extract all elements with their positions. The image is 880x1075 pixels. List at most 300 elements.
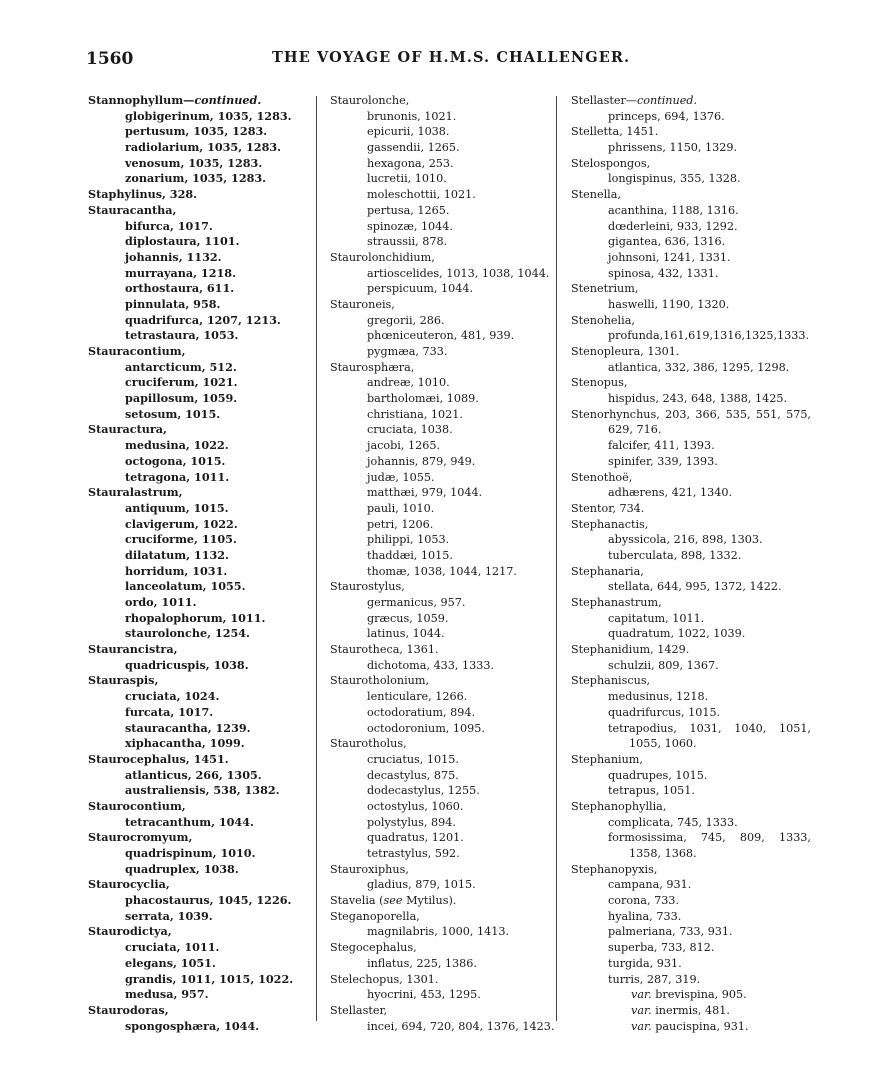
index-species-entry (571, 219, 811, 235)
index-species-entry (330, 830, 560, 846)
index-species-entry (330, 281, 560, 297)
entry-text: 629, 716. (608, 423, 662, 437)
index-species-entry (88, 375, 300, 391)
index-species-entry (330, 658, 560, 674)
index-species-entry (571, 422, 811, 438)
index-species-entry (88, 909, 300, 925)
entry-text: Staurodoras, (88, 1002, 169, 1017)
index-species-entry (330, 501, 560, 517)
entry-text: tuberculata, 898, 1332. (608, 548, 742, 562)
index-genus-entry (330, 360, 560, 376)
entry-text: cruciforme, 1105. (125, 532, 237, 547)
entry-text: tetrastaura, 1053. (125, 328, 239, 343)
index-species-entry (571, 109, 811, 125)
index-genus-entry (88, 203, 300, 219)
index-genus-entry (330, 1003, 560, 1019)
index-species-entry (88, 156, 300, 172)
entry-text: Staurolonchidium, (330, 250, 435, 264)
entry-text: medusinus, 1218. (608, 690, 709, 704)
entry-text: Stenetrium, (571, 282, 639, 296)
index-species-entry (330, 313, 560, 329)
index-species-entry (330, 234, 560, 250)
entry-text: capitatum, 1011. (608, 611, 705, 625)
entry-text: spongosphæra, 1044. (125, 1018, 260, 1033)
entry-text: pygmæa, 733. (367, 345, 448, 358)
entry-text: radiolarium, 1035, 1283. (125, 140, 282, 155)
index-species-entry (88, 595, 300, 611)
index-genus-entry (88, 344, 300, 360)
index-species-entry (330, 548, 560, 564)
entry-text: gassendii, 1265. (367, 141, 460, 155)
index-species-entry (330, 987, 560, 1003)
entry-text: Stenopleura, 1301. (571, 345, 680, 358)
entry-text: australiensis, 538, 1382. (125, 783, 280, 798)
index-species-entry (330, 783, 560, 799)
entry-text: quadratus, 1201. (367, 831, 464, 845)
entry-text: judæ, 1055. (367, 470, 435, 484)
entry-text: zonarium, 1035, 1283. (125, 171, 267, 186)
index-species-entry (571, 956, 811, 972)
entry-text: lucretii, 1010. (367, 172, 447, 186)
index-species-entry (88, 281, 300, 297)
entry-text: Stephanaria, (571, 564, 644, 578)
index-genus-entry (330, 250, 560, 266)
index-species-entry (330, 187, 560, 203)
index-species-entry (571, 548, 811, 564)
entry-text: jacobi, 1265. (367, 439, 441, 453)
index-species-entry (330, 517, 560, 533)
index-species-entry (330, 407, 560, 423)
index-species-entry (330, 1019, 560, 1035)
entry-text: quadrifurcus, 1015. (608, 705, 721, 719)
entry-text: quadrifurca, 1207, 1213. (125, 312, 281, 327)
entry-text: Stauroneis, (330, 297, 395, 311)
entry-text: Stenella, (571, 188, 621, 202)
entry-text: perspicuum, 1044. (367, 282, 474, 296)
index-species-entry (88, 705, 300, 721)
index-genus-entry (330, 642, 560, 658)
index-species-entry (88, 250, 300, 266)
index-genus-entry (571, 642, 811, 658)
entry-text: Staurotholonium, (330, 674, 430, 688)
index-species-entry (330, 768, 560, 784)
entry-text: antiquum, 1015. (125, 500, 229, 515)
index-species-entry (571, 391, 811, 407)
index-genus-entry (571, 156, 811, 172)
index-species-entry (571, 140, 811, 156)
index-species-entry (571, 972, 811, 988)
entry-text: pertusum, 1035, 1283. (125, 124, 268, 139)
entry-text: orthostaura, 611. (125, 281, 235, 296)
entry-text: Staurancistra, (88, 642, 178, 657)
entry-text: cruciata, 1024. (125, 689, 220, 704)
index-species-entry (88, 658, 300, 674)
entry-text: rhopalophorum, 1011. (125, 610, 266, 625)
index-species-entry (88, 987, 300, 1003)
entry-text: 1358, 1368. (629, 847, 697, 860)
index-column-2 (330, 93, 560, 1034)
index-genus-entry (88, 673, 300, 689)
entry-text: dilatatum, 1132. (125, 547, 229, 562)
entry-text: Stephanium, (571, 752, 643, 766)
entry-text: globigerinum, 1035, 1283. (125, 108, 292, 123)
entry-text: straussii, 878. (367, 235, 448, 249)
index-species-entry (571, 328, 811, 344)
index-species-entry (330, 203, 560, 219)
index-species-entry (330, 564, 560, 580)
entry-italic-text: var. (631, 988, 652, 1002)
index-species-entry (330, 877, 560, 893)
entry-text: medusina, 1022. (125, 438, 229, 453)
index-species-entry (330, 266, 560, 282)
index-genus-entry (571, 470, 811, 486)
entry-text: johnsoni, 1241, 1331. (608, 250, 731, 264)
index-species-entry (88, 532, 300, 548)
entry-text: formosissima, 745, 809, 1333, (608, 831, 811, 845)
entry-text: Stauraspis, (88, 673, 159, 688)
entry-text: hispidus, 243, 648, 1388, 1425. (608, 392, 788, 406)
entry-text: petri, 1206. (367, 517, 434, 531)
entry-text: Stephanastrum, (571, 596, 662, 609)
entry-text: moleschottii, 1021. (367, 188, 476, 202)
entry-text: lanceolatum, 1055. (125, 579, 246, 594)
index-species-entry (571, 924, 811, 940)
entry-text: latinus, 1044. (367, 627, 445, 641)
index-species-entry (88, 391, 300, 407)
entry-text: venosum, 1035, 1283. (125, 155, 263, 170)
entry-text: corona, 733. (608, 894, 679, 908)
entry-text: Staurocyclia, (88, 877, 170, 892)
index-genus-entry (571, 344, 811, 360)
entry-text: incei, 694, 720, 804, 1376, 1423. (367, 1019, 555, 1033)
index-species-entry (330, 956, 560, 972)
entry-text: brunonis, 1021. (367, 109, 457, 123)
entry-text: Stelechopus, 1301. (330, 972, 439, 986)
index-species-entry (571, 297, 811, 313)
entry-text: Stenothoë, (571, 470, 633, 484)
index-species-entry (330, 705, 560, 721)
entry-text: cruciata, 1038. (367, 423, 453, 437)
index-species-entry (330, 595, 560, 611)
entry-text: Stauralastrum, (88, 485, 183, 500)
entry-text: andreæ, 1010. (367, 376, 450, 390)
entry-text: Stenorhynchus, 203, 366, 535, 551, 575, (571, 407, 811, 421)
entry-text: gigantea, 636, 1316. (608, 235, 726, 249)
entry-text: pinnulata, 958. (125, 296, 221, 311)
entry-text: ordo, 1011. (125, 595, 197, 609)
index-genus-entry (88, 422, 300, 438)
index-species-entry (571, 705, 811, 721)
entry-text: tetrapodius, 1031, 1040, 1051, (608, 721, 811, 735)
entry-text: gregorii, 286. (367, 313, 445, 327)
index-species-entry (330, 815, 560, 831)
entry-text: stauracantha, 1239. (125, 720, 251, 735)
entry-text: Stelletta, 1451. (571, 125, 659, 139)
index-species-entry (88, 313, 300, 329)
index-species-entry (571, 250, 811, 266)
entry-text: abyssicola, 216, 898, 1303. (608, 533, 763, 547)
index-species-entry (330, 485, 560, 501)
index-species-entry (571, 611, 811, 627)
entry-text: inflatus, 225, 1386. (367, 956, 477, 970)
entry-text: complicata, 745, 1333. (608, 815, 738, 829)
entry-text: Stavelia ( (330, 894, 384, 908)
entry-text: Stenohelia, (571, 313, 635, 327)
index-species-entry (88, 438, 300, 454)
index-species-entry (330, 846, 560, 862)
entry-text: quadricuspis, 1038. (125, 657, 249, 672)
index-variety-entry (571, 1019, 811, 1035)
entry-text: murrayana, 1218. (125, 265, 236, 280)
entry-text: Stauracontium, (88, 344, 186, 358)
index-species-entry (88, 862, 300, 878)
index-species-entry (88, 846, 300, 862)
entry-text: tetragona, 1011. (125, 469, 230, 484)
entry-text: staurolonche, 1254. (125, 626, 250, 641)
entry-text: johannis, 879, 949. (367, 454, 476, 468)
index-species-entry (571, 846, 811, 862)
index-species-entry (88, 893, 300, 909)
index-species-entry (330, 611, 560, 627)
entry-italic-text: see (383, 894, 403, 908)
index-species-entry (88, 972, 300, 988)
index-species-entry (88, 454, 300, 470)
entry-text: Stelospongos, (571, 156, 651, 170)
entry-text: atlanticus, 266, 1305. (125, 767, 262, 782)
entry-text: Stephanopyxis, (571, 862, 658, 876)
entry-text: Staurocontium, (88, 798, 186, 813)
entry-text: græcus, 1059. (367, 611, 449, 625)
index-species-entry (571, 626, 811, 642)
index-species-entry (88, 109, 300, 125)
index-genus-entry (571, 187, 811, 203)
index-genus-entry (88, 642, 300, 658)
entry-text: hyocrini, 453, 1295. (367, 988, 481, 1002)
entry-text: campana, 931. (608, 878, 692, 892)
entry-text-after: brevispina, 905. (651, 988, 747, 1002)
entry-text: christiana, 1021. (367, 407, 463, 421)
index-genus-entry (88, 1003, 300, 1019)
index-species-entry (88, 501, 300, 517)
index-species-entry (571, 438, 811, 454)
entry-text: antarcticum, 512. (125, 359, 237, 374)
index-species-entry (330, 752, 560, 768)
index-species-entry (88, 721, 300, 737)
entry-text: acanthina, 1188, 1316. (608, 203, 739, 217)
entry-text: hyalina, 733. (608, 909, 682, 923)
entry-text: decastylus, 875. (367, 768, 459, 782)
entry-text: octogona, 1015. (125, 453, 226, 468)
entry-text: quadrupes, 1015. (608, 768, 708, 782)
index-species-entry (330, 391, 560, 407)
entry-text: furcata, 1017. (125, 704, 214, 719)
index-genus-entry (88, 752, 300, 768)
entry-text: phacostaurus, 1045, 1226. (125, 893, 292, 908)
index-species-entry (330, 799, 560, 815)
entry-text: lenticulare, 1266. (367, 690, 468, 704)
index-genus-entry (571, 517, 811, 533)
index-species-entry (88, 579, 300, 595)
entry-text: quadratum, 1022, 1039. (608, 627, 746, 641)
entry-text: stellata, 644, 995, 1372, 1422. (608, 580, 782, 594)
index-variety-entry (571, 987, 811, 1003)
index-species-entry (571, 171, 811, 187)
index-species-entry (571, 454, 811, 470)
entry-text: 1055, 1060. (629, 737, 697, 751)
index-species-entry (571, 689, 811, 705)
entry-text: tetrastylus, 592. (367, 847, 460, 860)
index-species-entry (88, 266, 300, 282)
index-species-entry (330, 124, 560, 140)
index-species-entry (330, 171, 560, 187)
entry-text: profunda,161,619,1316,1325,1333. (608, 329, 810, 343)
index-species-entry (571, 203, 811, 219)
entry-text: octostylus, 1060. (367, 799, 464, 813)
entry-text: Stephanidium, 1429. (571, 643, 690, 657)
entry-text: tetrapus, 1051. (608, 784, 695, 798)
entry-text-after: paucispina, 931. (651, 1019, 749, 1033)
index-genus-entry (88, 93, 300, 109)
index-species-entry (330, 375, 560, 391)
entry-text: Stephanophyllia, (571, 799, 667, 813)
index-species-entry (88, 360, 300, 376)
index-species-entry (330, 689, 560, 705)
entry-text: polystylus, 894. (367, 815, 456, 829)
index-genus-entry (571, 281, 811, 297)
index-species-entry (330, 344, 560, 360)
entry-text: Staurotheca, 1361. (330, 643, 439, 657)
index-species-entry (330, 328, 560, 344)
index-genus-entry (88, 877, 300, 893)
entry-text: Stenopus, (571, 376, 628, 390)
entry-text: diplostaura, 1101. (125, 234, 240, 249)
entry-text: dichotoma, 433, 1333. (367, 658, 495, 672)
entry-text: bifurca, 1017. (125, 218, 213, 233)
entry-text: Staurotholus, (330, 737, 407, 751)
entry-text: cruciata, 1011. (125, 940, 220, 955)
entry-text: palmeriana, 733, 931. (608, 925, 733, 939)
index-species-entry (571, 234, 811, 250)
index-species-entry (571, 658, 811, 674)
index-species-entry (571, 736, 811, 752)
entry-text: atlantica, 332, 386, 1295, 1298. (608, 360, 790, 374)
entry-text: Stauracantha, (88, 202, 177, 217)
index-species-entry (330, 532, 560, 548)
entry-text: quadrispinum, 1010. (125, 846, 256, 860)
index-species-entry (88, 956, 300, 972)
entry-text: princeps, 694, 1376. (608, 109, 725, 123)
index-species-entry (571, 266, 811, 282)
index-species-entry (88, 548, 300, 564)
index-species-entry (88, 940, 300, 956)
index-genus-entry (571, 313, 811, 329)
entry-text: schulzii, 809, 1367. (608, 658, 719, 672)
index-genus-entry (330, 673, 560, 689)
index-genus-entry (88, 485, 300, 501)
index-species-entry (88, 470, 300, 486)
entry-text: Staurodictya, (88, 924, 172, 939)
entry-text: Stephaniscus, (571, 674, 651, 688)
index-species-entry (330, 109, 560, 125)
entry-italic-text: var. (631, 1003, 652, 1017)
index-species-entry (330, 626, 560, 642)
entry-text: thomæ, 1038, 1044, 1217. (367, 564, 517, 578)
entry-text: clavigerum, 1022. (125, 516, 238, 531)
index-column-3 (571, 93, 811, 1034)
index-genus-entry (571, 564, 811, 580)
entry-text: magnilabris, 1000, 1413. (367, 925, 510, 939)
entry-text: cruciferum, 1021. (125, 375, 238, 390)
entry-text: papillosum, 1059. (125, 391, 238, 406)
index-genus-entry (571, 501, 811, 517)
index-species-entry (330, 438, 560, 454)
index-species-entry (330, 156, 560, 172)
index-species-entry (88, 564, 300, 580)
index-genus-entry (330, 940, 560, 956)
entry-text: Staurostylus, (330, 580, 405, 594)
index-species-entry (88, 140, 300, 156)
index-species-entry (88, 328, 300, 344)
entry-text: phrissens, 1150, 1329. (608, 141, 738, 155)
index-species-entry (571, 768, 811, 784)
entry-text: Stentor, 734. (571, 501, 645, 515)
index-species-entry (88, 517, 300, 533)
entry-text: dœderleini, 933, 1292. (608, 219, 738, 233)
index-species-entry (88, 736, 300, 752)
index-species-entry (571, 893, 811, 909)
index-genus-entry (88, 799, 300, 815)
entry-text: Stellaster, (330, 1003, 388, 1017)
entry-text: Stauractura, (88, 422, 167, 437)
index-species-entry (330, 422, 560, 438)
index-genus-entry (330, 93, 560, 109)
index-genus-entry (330, 893, 560, 909)
entry-text: xiphacantha, 1099. (125, 736, 245, 751)
index-species-entry (88, 297, 300, 313)
index-species-entry (88, 1019, 300, 1035)
entry-text: elegans, 1051. (125, 955, 216, 970)
entry-text: turgida, 931. (608, 956, 682, 970)
index-species-entry (571, 579, 811, 595)
entry-text: Stauroxiphus, (330, 862, 409, 876)
entry-text: hexagona, 253. (367, 156, 454, 170)
index-variety-entry (571, 1003, 811, 1019)
index-species-entry (571, 909, 811, 925)
entry-text: spinosa, 432, 1331. (608, 266, 719, 280)
entry-text: artioscelides, 1013, 1038, 1044. (367, 266, 550, 280)
column-divider (556, 96, 557, 1021)
entry-text: Staurosphæra, (330, 360, 415, 374)
column-divider (316, 96, 317, 1021)
index-species-entry (88, 171, 300, 187)
index-genus-entry (330, 736, 560, 752)
entry-text: germanicus, 957. (367, 596, 466, 609)
entry-text: pertusa, 1265. (367, 203, 450, 217)
entry-text: matthæi, 979, 1044. (367, 486, 483, 500)
entry-text: Stegocephalus, (330, 941, 417, 955)
entry-text: cruciatus, 1015. (367, 752, 459, 766)
entry-text: quadruplex, 1038. (125, 861, 239, 876)
entry-text: horridum, 1031. (125, 563, 228, 578)
index-species-entry (88, 219, 300, 235)
index-species-entry (330, 721, 560, 737)
entry-text: Staurolonche, (330, 94, 410, 107)
entry-text: setosum, 1015. (125, 406, 221, 421)
index-genus-entry (88, 187, 300, 203)
index-species-entry (571, 485, 811, 501)
entry-text: medusa, 957. (125, 987, 209, 1002)
index-genus-entry (571, 124, 811, 140)
